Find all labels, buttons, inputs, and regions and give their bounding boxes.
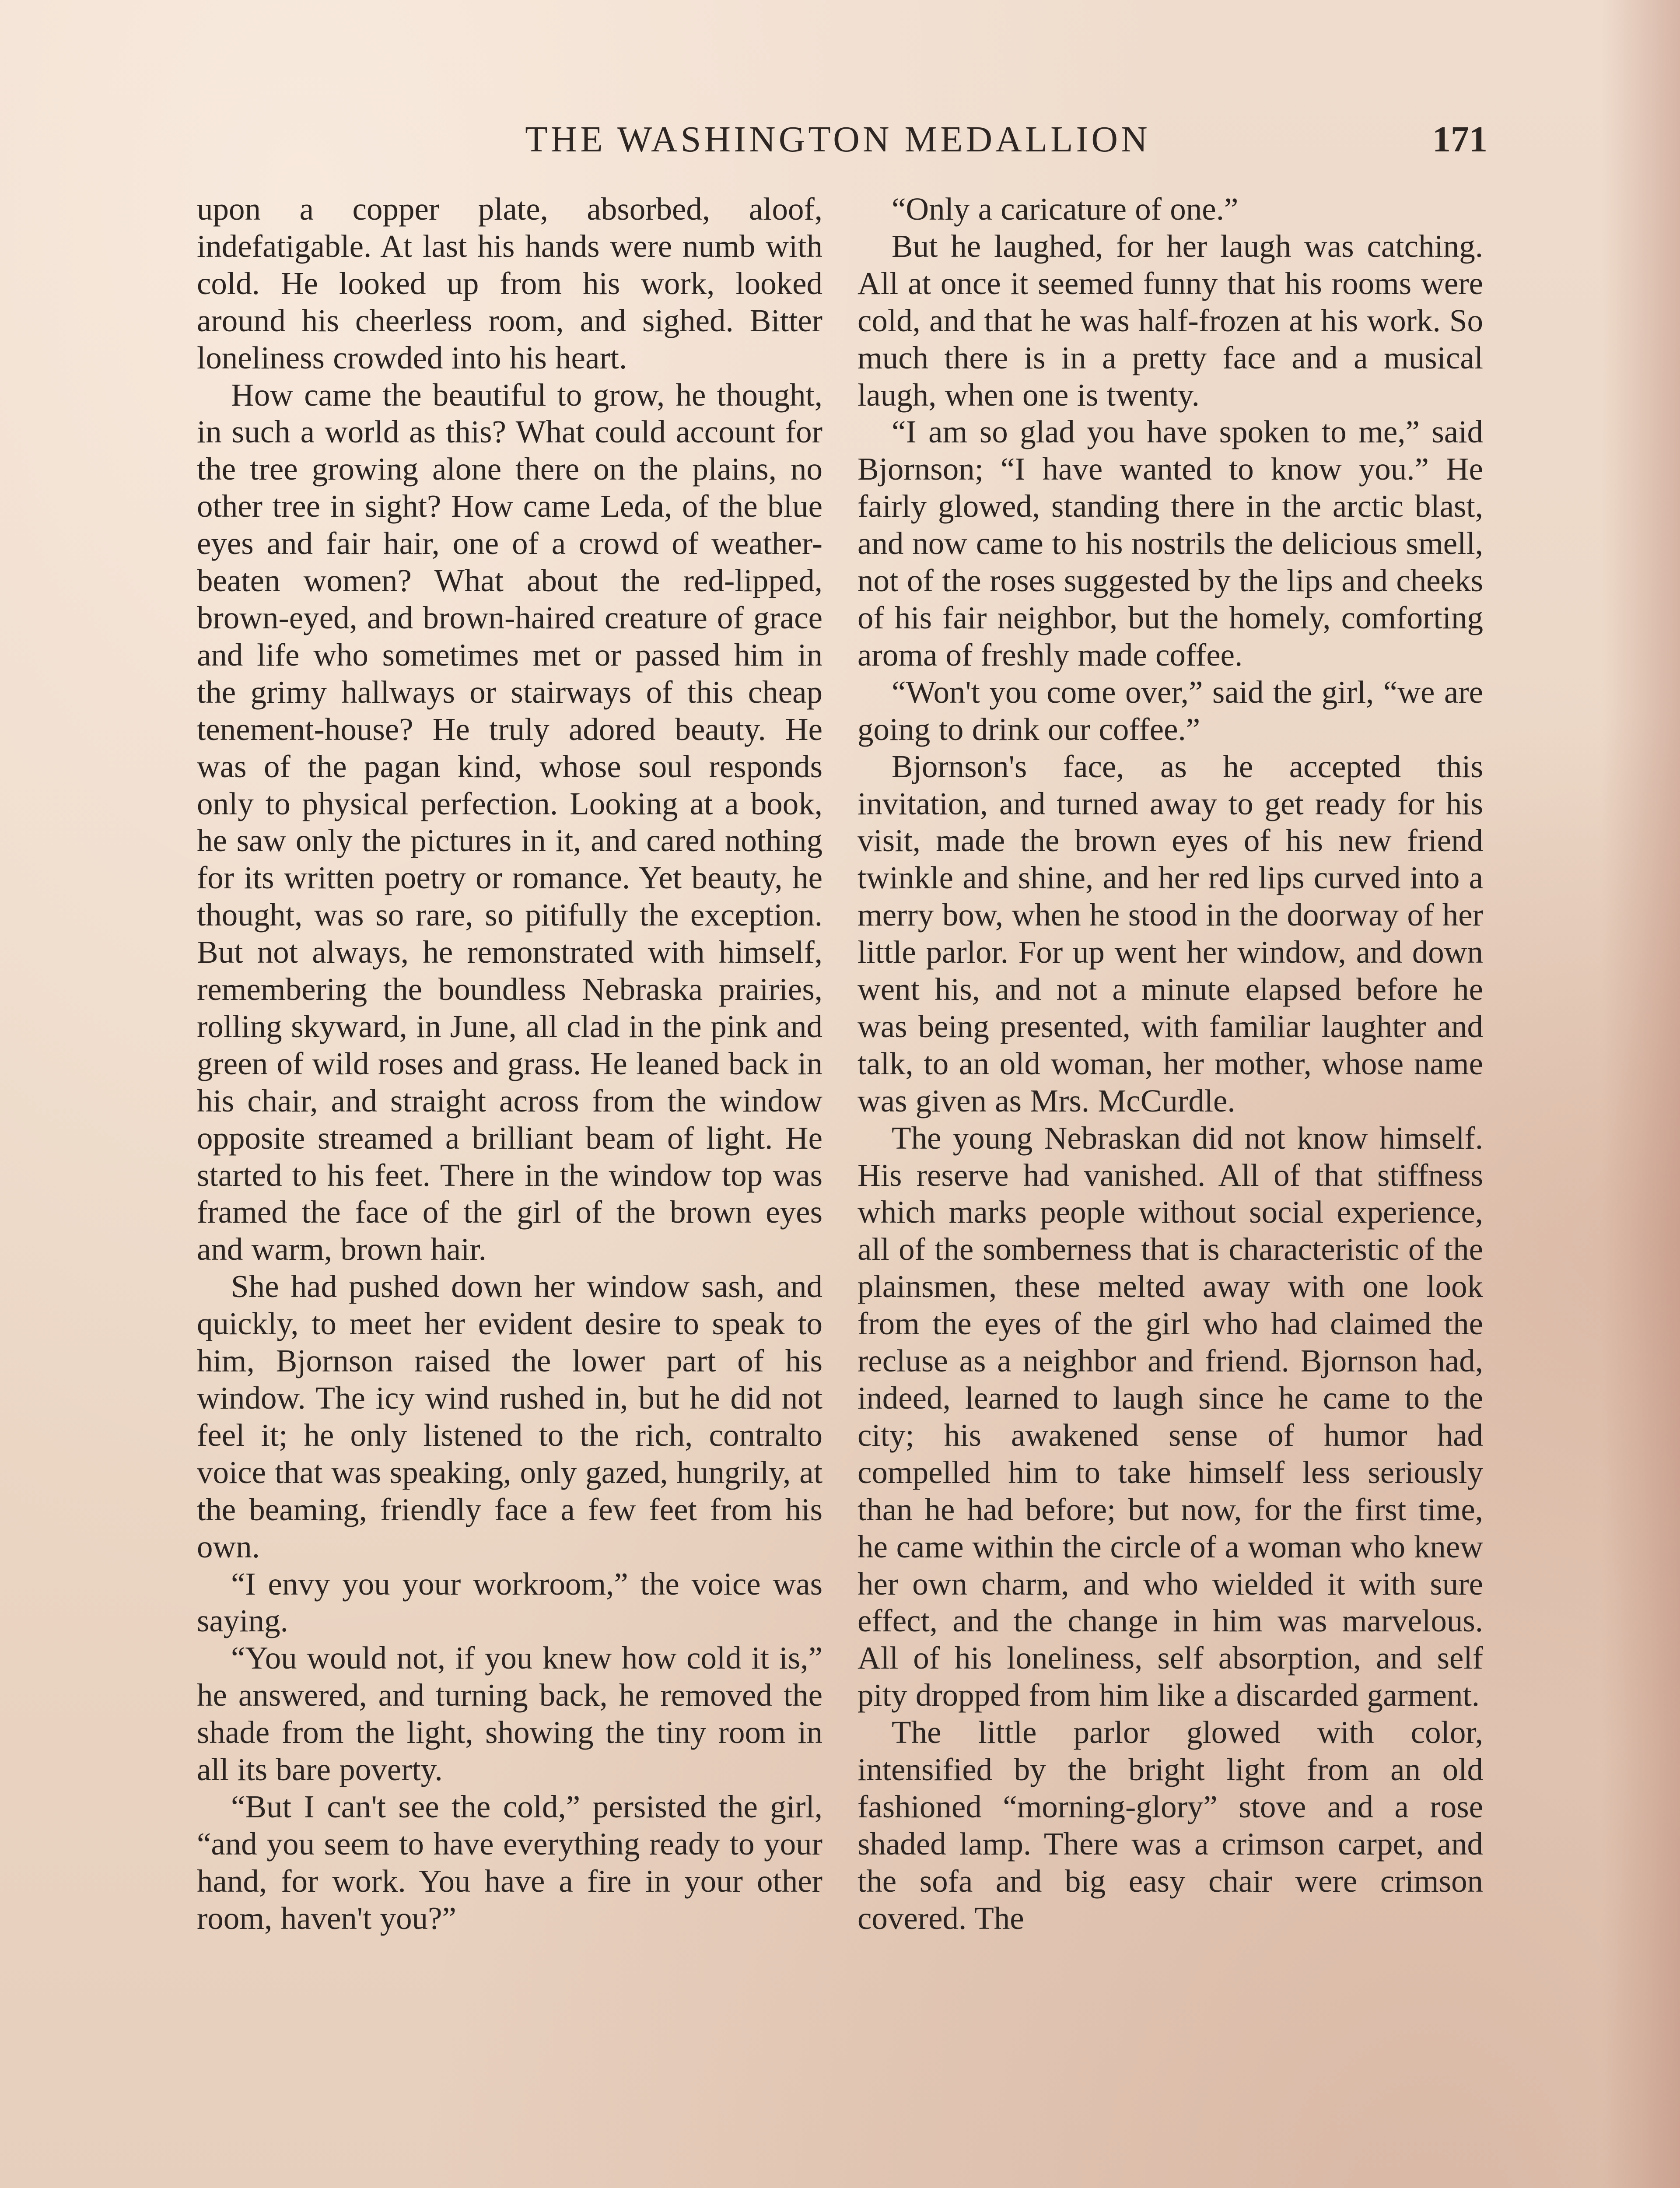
page-number: 171 <box>1432 119 1488 160</box>
paragraph: “I envy you your workroom,” the voice was saying. <box>197 1566 822 1639</box>
running-title: THE WASHINGTON MEDALLION <box>525 119 1151 160</box>
paragraph: She had pushed down her window sash, and quickly, to meet her evident desire to speak to him, Bjornson raised the lower part of his window. The icy wind rushed in, but he did not feel it; he only listened to the rich, contralto voice that was speaking, only gazed, hungrily, at the beaming, friendly face a few feet from his own. <box>197 1269 822 1564</box>
paragraph: “Won't you come over,” said the girl, “we are going to drink our coffee.” <box>858 674 1483 747</box>
paragraph: “You would not, if you knew how cold it is,” he answered, and turning back, he removed the shade from the light, showing the tiny room in all its bare poverty. <box>197 1640 822 1788</box>
paragraph: “But I can't see the cold,” persisted the girl, “and you seem to have everything ready to your hand, for work. You have a fire in your other room, haven't you?” <box>197 1788 822 1936</box>
paragraph: “Only a caricature of one.” <box>892 191 1239 227</box>
paragraph: But he laughed, for her laugh was catching. All at once it seemed funny that his rooms were cold, and that he was half-frozen at his work. So much there is in a pretty face and a musical laugh, when one is twenty. <box>858 228 1483 413</box>
paragraph: Bjornson's face, as he accepted this invitation, and turned away to get ready for his visit, made the brown eyes of his new friend twinkle and shine, and her red lips curved into a merry bow, when he stood in the doorway of her little parlor. For up went her window, and down went his, and not a minute elapsed before he was being presented, with familiar laughter and talk, to an old woman, her mother, whose name was given as Mrs. McCurdle. <box>858 748 1483 1119</box>
right-text-column <box>858 191 1483 2188</box>
paragraph: upon a copper plate, absorbed, aloof, indefatigable. At last his hands were numb with cold. He looked up from his work, looked around his cheerless room, and sighed. Bitter loneliness crowded into his heart. <box>197 191 822 375</box>
page-edge-shading <box>1601 0 1680 2188</box>
paragraph: “I am so glad you have spoken to me,” said Bjornson; “I have wanted to know you.” He fairly glowed, standing there in the arctic blast, and now came to his nostrils the delicious smell, not of the roses suggested by the lips and cheeks of his fair neighbor, but the homely, comforting aroma of freshly made coffee. <box>858 414 1483 673</box>
paragraph: How came the beautiful to grow, he thought, in such a world as this? What could account for the tree growing alone there on the plains, no other tree in sight? How came Leda, of the blue eyes and fair hair, one of a crowd of weather-beaten women? What about the red-lipped, brown-eyed, and brown-haired creature of grace and life who sometimes met or passed him in the grimy hallways or stairways of this cheap tenement-house? He truly adored beauty. He was of the pagan kind, whose soul responds only to physical perfection. Looking at a book, he saw only the pictures in it, and cared nothing for its written poetry or romance. Yet beauty, he thought, was so rare, so pitifully the exception. But not always, he remonstrated with himself, remembering the boundless Nebraska prairies, rolling skyward, in June, all clad in the pink and green of wild roses and grass. He leaned back in his chair, and straight across from the window opposite streamed a brilliant beam of light. He started to his feet. There in the window top was framed the face of the girl of the brown eyes and warm, brown hair. <box>197 377 822 1267</box>
paragraph: The young Nebraskan did not know himself. His reserve had vanished. All of that stiffness which marks people without social experience, all of the somberness that is characteristic of the plainsmen, these melted away with one look from the eyes of the girl who had claimed the recluse as a neighbor and friend. Bjornson had, indeed, learned to laugh since he came to the city; his awakened sense of humor had compelled him to take himself less seriously than he had before; but now, for the first time, he came within the circle of a woman who knew her own charm, and who wielded it with sure effect, and the change in him was marvelous. All of his loneliness, self absorption, and self pity dropped from him like a discarded garment. <box>858 1120 1483 1713</box>
page-header <box>192 118 1488 175</box>
left-text-column <box>197 191 822 2188</box>
paragraph: The little parlor glowed with color, intensified by the bright light from an old fashioned “morning-glory” stove and a rose shaded lamp. There was a crimson carpet, and the sofa and big easy chair were crimson covered. The <box>858 1715 1483 1936</box>
